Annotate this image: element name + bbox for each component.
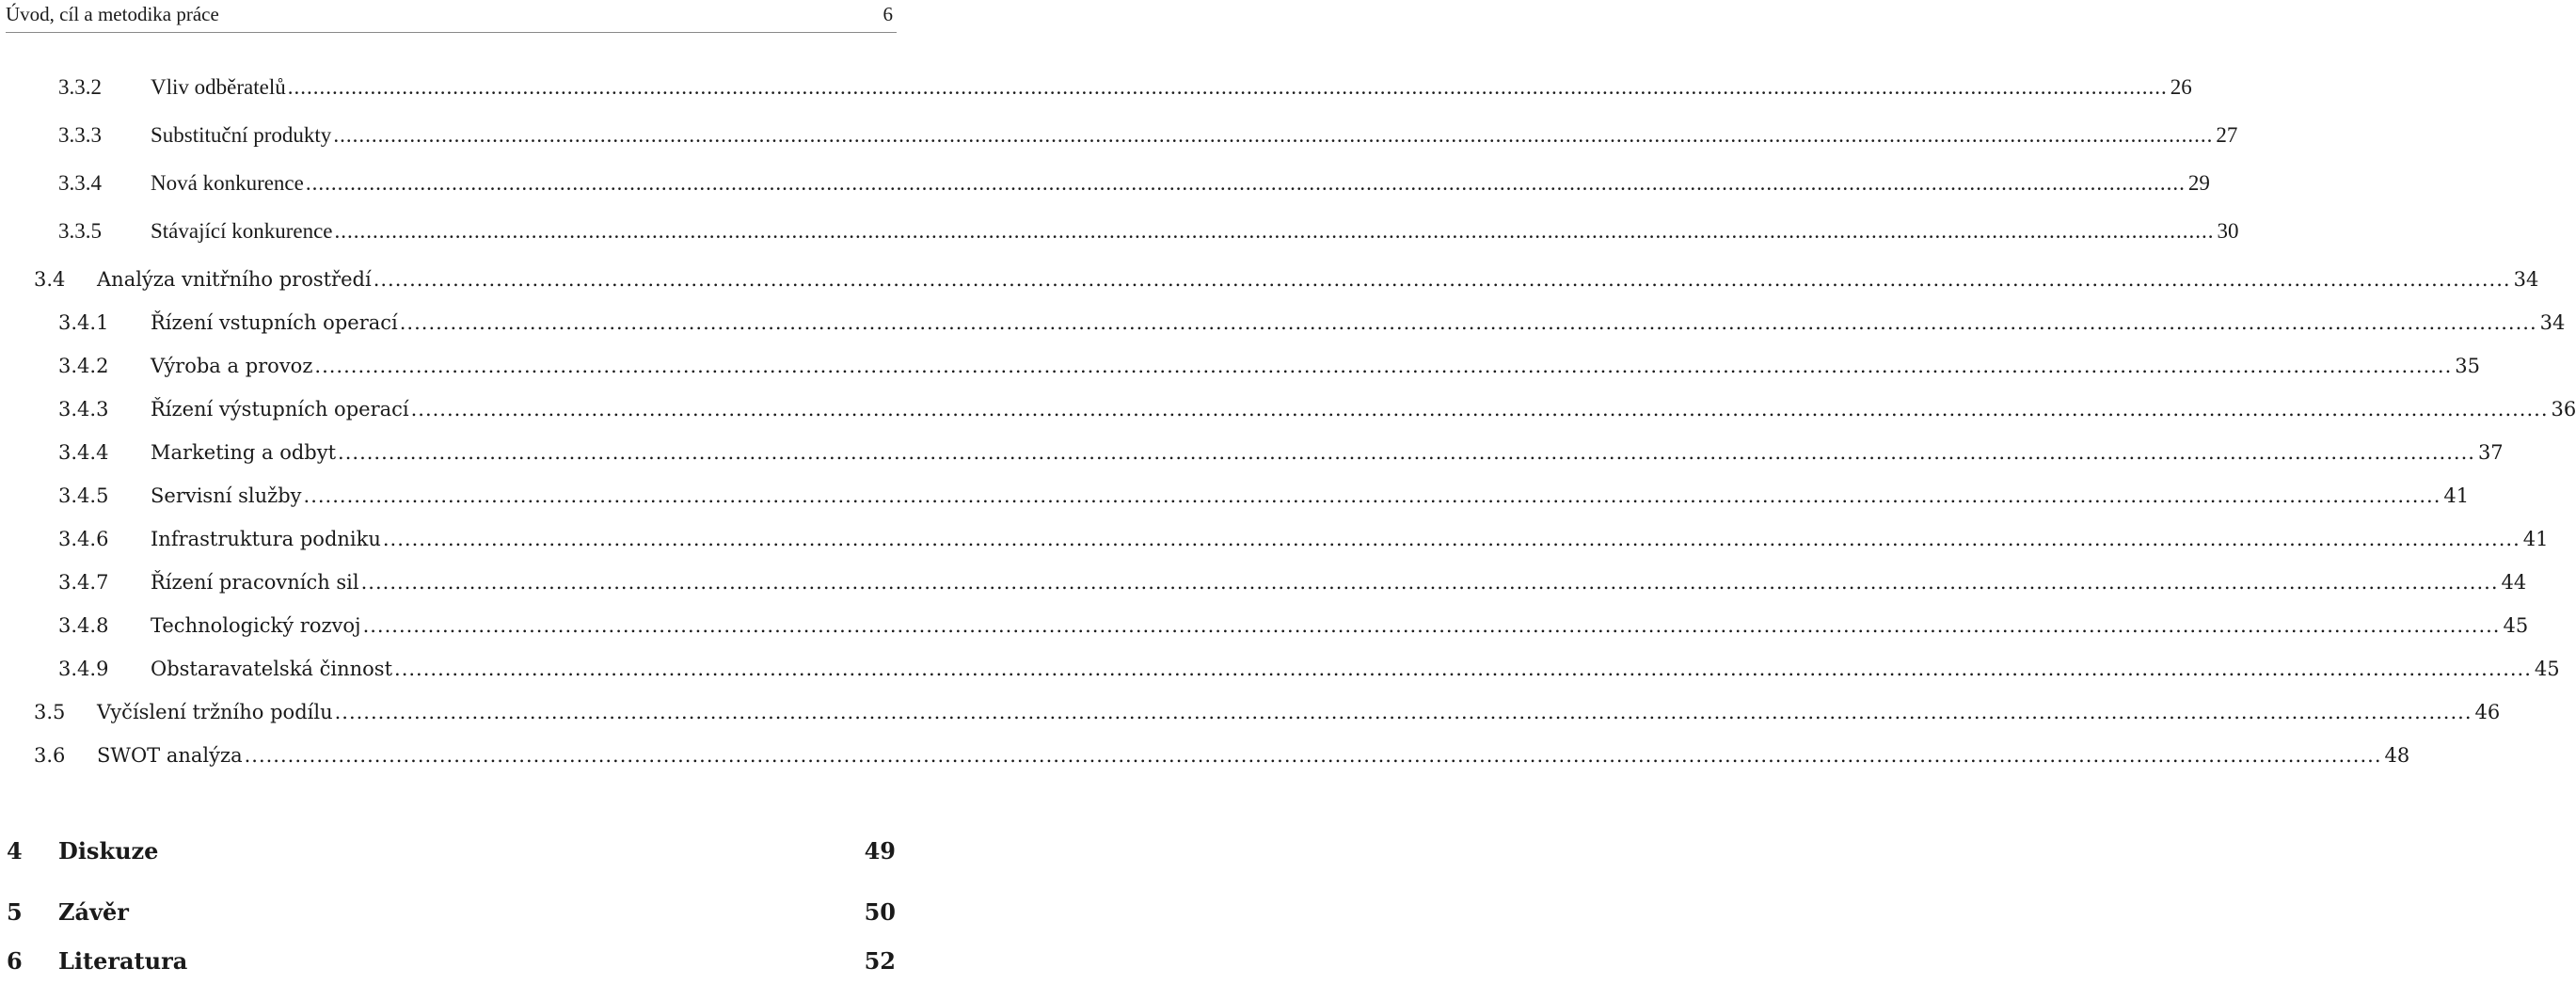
toc-leader-dots: ........................................................................................................................................................................................................................................................................................................ — [373, 268, 2511, 291]
toc-entry-label — [151, 165, 2210, 202]
toc-entry-title: Infrastruktura podniku — [151, 528, 381, 550]
toc-entry-title: Marketing a odbyt — [151, 441, 337, 464]
toc-leader-dots: ........................................................................................................................................................................................................................................................................................................ — [362, 614, 2501, 637]
toc-entry-label — [151, 304, 2566, 341]
toc-entry-number: 3.3.5 — [58, 219, 102, 243]
toc-entry-title: Stávající konkurence — [151, 219, 333, 243]
toc-entry-number: 3.6 — [34, 744, 66, 767]
toc-entry-label — [151, 347, 2481, 385]
toc-entry[interactable] — [0, 477, 2470, 515]
toc-entry[interactable] — [0, 69, 2192, 106]
toc-entry-title: Nová konkurence — [151, 171, 304, 195]
toc-entry-page: 34 — [2539, 311, 2566, 334]
toc-entry-label — [97, 693, 2501, 731]
toc-chapter-number: 6 — [7, 947, 23, 975]
toc-leader-dots: ........................................................................................................................................................................................................................................................................................................ — [305, 171, 2186, 195]
toc-leader-dots: ........................................................................................................................................................................................................................................................................................................ — [382, 528, 2520, 550]
toc-entry[interactable] — [0, 347, 2481, 385]
toc-chapter-title: Literatura — [58, 947, 188, 975]
toc-entry-page: 29 — [2187, 171, 2210, 195]
toc-entry[interactable] — [0, 117, 2238, 154]
toc-entry-page: 41 — [2522, 528, 2549, 550]
toc-entry-label — [151, 520, 2549, 558]
toc-leader-dots: ........................................................................................................................................................................................................................................................................................................ — [394, 658, 2532, 680]
toc-leader-dots: ........................................................................................................................................................................................................................................................................................................ — [334, 701, 2473, 723]
toc-entry-title: Obstaravatelská činnost — [151, 658, 393, 680]
toc-entry-title: Vliv odběratelů — [151, 75, 286, 99]
toc-leader-dots: ........................................................................................................................................................................................................................................................................................................ — [287, 75, 2168, 99]
toc-entry-title: Vyčíslení tržního podílu — [97, 701, 333, 723]
toc-entry-number: 3.4.8 — [58, 614, 109, 637]
toc-entry-page: 27 — [2216, 123, 2238, 147]
toc-chapter[interactable] — [0, 941, 899, 982]
toc-entry[interactable] — [0, 213, 2239, 250]
toc-chapter-page: 49 — [864, 837, 896, 865]
toc-entry-title: Technologický rozvoj — [151, 614, 361, 637]
toc-entry-label — [151, 477, 2470, 515]
toc-leader-dots: ........................................................................................................................................................................................................................................................................................................ — [244, 744, 2382, 767]
toc-entry-number: 3.4.6 — [58, 528, 109, 550]
toc-entry[interactable] — [0, 520, 2549, 558]
toc-entry-number: 3.4.1 — [58, 311, 109, 334]
toc-entry-number: 3.4.5 — [58, 484, 109, 507]
toc-entry-label — [151, 650, 2560, 688]
toc-leader-dots: ........................................................................................................................................................................................................................................................................................................ — [399, 311, 2537, 334]
toc-entry-label — [151, 434, 2504, 471]
toc-entry-title: Analýza vnitřního prostředí — [97, 268, 372, 291]
toc-entry[interactable] — [0, 390, 2576, 428]
toc-chapter-page: 52 — [864, 947, 896, 975]
toc-chapter[interactable] — [0, 892, 899, 933]
toc-leader-dots: ........................................................................................................................................................................................................................................................................................................ — [334, 219, 2215, 243]
toc-entry[interactable] — [0, 304, 2566, 341]
toc-entry-label — [151, 69, 2192, 106]
toc-entry-page: 34 — [2513, 268, 2539, 291]
toc-entry[interactable] — [0, 434, 2504, 471]
toc-leader-dots: ........................................................................................................................................................................................................................................................................................................ — [410, 398, 2549, 421]
toc-entry-page: 26 — [2170, 75, 2192, 99]
toc-entry-number: 3.3.3 — [58, 123, 102, 147]
toc-entry-page: 45 — [2534, 658, 2560, 680]
header-page-number: 6 — [883, 3, 893, 25]
toc-chapter-page: 50 — [864, 898, 896, 926]
toc-chapter[interactable] — [0, 831, 899, 872]
toc-entry-page: 45 — [2503, 614, 2529, 637]
toc-entry[interactable] — [0, 693, 2501, 731]
toc-entry-page: 41 — [2443, 484, 2470, 507]
toc-entry-page: 30 — [2217, 219, 2239, 243]
toc-leader-dots: ........................................................................................................................................................................................................................................................................................................ — [360, 571, 2499, 594]
toc-entry[interactable] — [0, 650, 2560, 688]
running-header — [6, 0, 897, 33]
toc-chapter-number: 5 — [7, 898, 23, 926]
toc-entry-number: 3.3.4 — [58, 171, 102, 195]
toc-entry-title: Řízení pracovních sil — [151, 571, 359, 594]
toc-entry-page: 36 — [2551, 398, 2576, 421]
toc-entry-title: Výroba a provoz — [151, 355, 313, 377]
toc-entry-number: 3.4.3 — [58, 398, 109, 421]
toc-entry-page: 46 — [2474, 701, 2501, 723]
toc-leader-dots: ........................................................................................................................................................................................................................................................................................................ — [314, 355, 2453, 377]
toc-entry-title: Servisní služby — [151, 484, 302, 507]
toc-entry[interactable] — [0, 261, 2539, 298]
toc-entry-label — [151, 607, 2529, 644]
toc-entry-number: 3.4.2 — [58, 355, 109, 377]
toc-entry-number: 3.4.9 — [58, 658, 109, 680]
toc-entry-title: SWOT analýza — [97, 744, 243, 767]
toc-entry-page: 48 — [2384, 744, 2410, 767]
toc-entry[interactable] — [0, 607, 2529, 644]
toc-entry-label — [97, 261, 2539, 298]
toc-entry[interactable] — [0, 165, 2210, 202]
toc-entry[interactable] — [0, 563, 2527, 601]
header-title: Úvod, cíl a metodika práce — [6, 3, 219, 25]
toc-entry-title: Substituční produkty — [151, 123, 332, 147]
toc-entry-label — [151, 213, 2239, 250]
toc-entry-page: 35 — [2455, 355, 2481, 377]
toc-entry-label — [151, 563, 2527, 601]
toc-entry[interactable] — [0, 737, 2410, 774]
toc-entry-page: 44 — [2501, 571, 2527, 594]
toc-entry-title: Řízení vstupních operací — [151, 311, 398, 334]
toc-chapter-title: Diskuze — [58, 837, 159, 865]
toc-entry-number: 3.4.4 — [58, 441, 109, 464]
toc-entry-label — [151, 117, 2238, 154]
toc-entry-title: Řízení výstupních operací — [151, 398, 409, 421]
toc-entry-page: 37 — [2477, 441, 2504, 464]
toc-entry-number: 3.3.2 — [58, 75, 102, 99]
toc-entry-number: 3.5 — [34, 701, 66, 723]
toc-entry-number: 3.4.7 — [58, 571, 109, 594]
toc-entry-label — [97, 737, 2410, 774]
toc-entry-number: 3.4 — [34, 268, 66, 291]
toc-leader-dots: ........................................................................................................................................................................................................................................................................................................ — [333, 123, 2214, 147]
toc-entry-label — [151, 390, 2576, 428]
toc-leader-dots: ........................................................................................................................................................................................................................................................................................................ — [338, 441, 2475, 464]
toc-leader-dots: ........................................................................................................................................................................................................................................................................................................ — [303, 484, 2441, 507]
toc-chapter-number: 4 — [7, 837, 23, 865]
toc-chapter-title: Závěr — [58, 898, 129, 926]
